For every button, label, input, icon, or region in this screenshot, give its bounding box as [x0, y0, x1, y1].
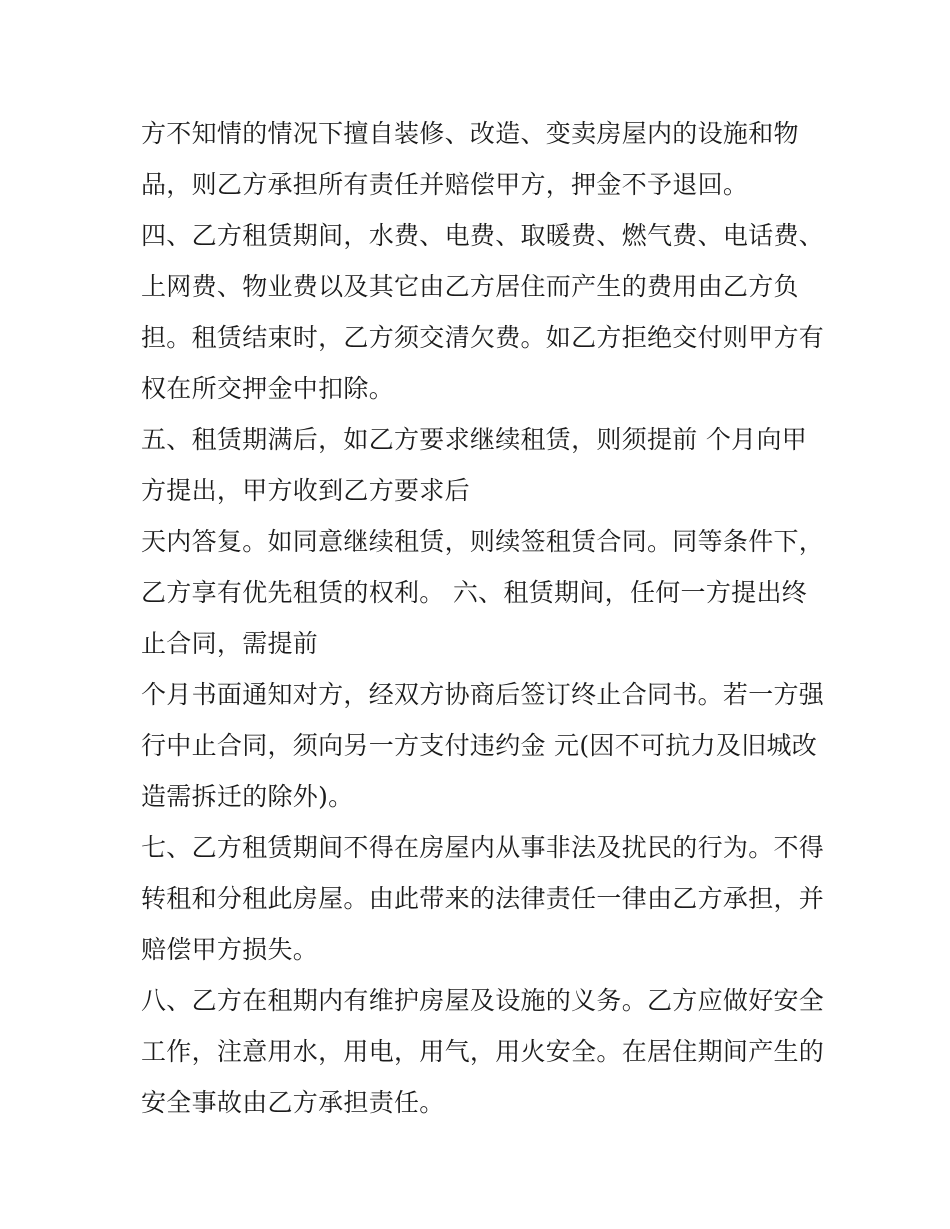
text-line: 品，则乙方承担所有责任并赔偿甲方，押金不予退回。	[141, 170, 749, 199]
clause-5-line: 五、租赁期满后，如乙方要求继续租赁，则须提前 个月向甲	[141, 425, 808, 454]
clause-4-line: 四、乙方租赁期间，水费、电费、取暖费、燃气费、电话费、	[141, 221, 825, 250]
clause-8-line: 八、乙方在租期内有维护房屋及设施的义务。乙方应做好安全	[141, 986, 825, 1015]
text-line: 方不知情的情况下擅自装修、改造、变卖房屋内的设施和物	[141, 119, 799, 148]
text-line: 赔偿甲方损失。	[141, 935, 319, 964]
text-line: 天内答复。如同意继续租赁，则续签租赁合同。同等条件下，	[141, 527, 825, 556]
text-line: 转租和分租此房屋。由此带来的法律责任一律由乙方承担，并	[141, 884, 825, 913]
text-line: 上网费、物业费以及其它由乙方居住而产生的费用由乙方负	[141, 272, 799, 301]
text-line: 担。租赁结束时，乙方须交清欠费。如乙方拒绝交付则甲方有	[141, 323, 825, 352]
text-line: 个月书面通知对方，经双方协商后签订终止合同书。若一方强	[141, 680, 825, 709]
text-line: 权在所交押金中扣除。	[141, 374, 395, 403]
text-line: 工作，注意用水，用电，用气，用火安全。在居住期间产生的	[141, 1037, 825, 1066]
text-line: 安全事故由乙方承担责任。	[141, 1088, 445, 1117]
text-line: 方提出，甲方收到乙方要求后	[141, 476, 470, 505]
text-line: 行中止合同，须向另一方支付违约金 元(因不可抗力及旧城改	[141, 731, 818, 760]
clause-7-line: 七、乙方租赁期间不得在房屋内从事非法及扰民的行为。不得	[141, 833, 825, 862]
text-line: 止合同，需提前	[141, 629, 319, 658]
contract-text-body	[141, 108, 825, 1128]
clause-6-line: 乙方享有优先租赁的权利。 六、租赁期间，任何一方提出终	[141, 578, 808, 607]
text-line: 造需拆迁的除外)。	[141, 782, 354, 811]
